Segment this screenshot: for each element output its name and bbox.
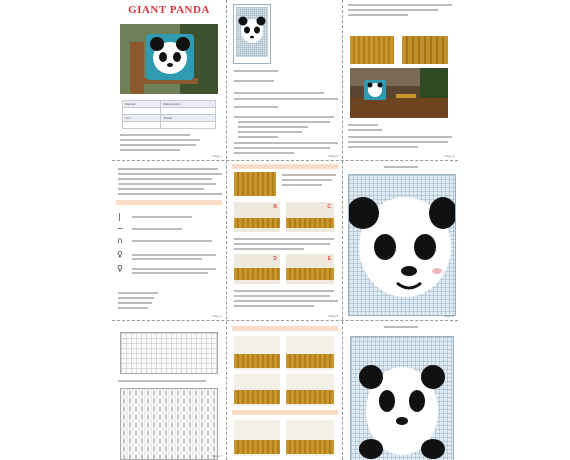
page-2	[228, 0, 342, 160]
page-6	[344, 162, 458, 320]
page-number: Page 5	[328, 314, 338, 318]
knit-swatch-photo-2	[402, 36, 448, 64]
page-8	[228, 322, 342, 460]
section-bar	[232, 410, 338, 415]
step-label-c: C	[327, 204, 331, 210]
step-photo-h	[234, 374, 280, 406]
section-bar	[232, 326, 338, 331]
page-number: Page 3	[444, 154, 454, 158]
step-photo-f	[234, 336, 280, 370]
panda-chart-2	[350, 336, 454, 460]
pattern-sheet	[112, 0, 458, 460]
step-label-d: D	[273, 256, 277, 262]
room-scene-icon	[350, 68, 448, 118]
step-photo-i	[286, 374, 334, 406]
page-7	[112, 322, 226, 460]
increase-icon: ∩	[117, 236, 123, 245]
materials-header: Materials	[123, 101, 161, 108]
pattern-title: GIANT PANDA	[128, 4, 210, 16]
panda-body-chart-icon	[351, 337, 453, 460]
section-bar	[232, 164, 338, 169]
step-photo-a	[234, 172, 276, 196]
knit-swatch-photo-1	[350, 36, 394, 64]
step-label-b: B	[273, 204, 277, 210]
tension-header: Tension	[161, 115, 216, 122]
mini-panda-chart	[233, 4, 271, 64]
page-number: Page 7	[212, 454, 222, 458]
panda-cushion-icon	[120, 24, 218, 94]
page-3	[344, 0, 458, 160]
materials-table	[122, 100, 216, 129]
page-5	[228, 162, 342, 320]
panda-chart	[348, 174, 456, 316]
stitch-chart-2	[120, 388, 218, 460]
page-number: Page 1	[212, 154, 222, 158]
page-1	[112, 0, 226, 160]
section-bar	[116, 200, 222, 205]
page-number: Page 6	[444, 314, 454, 318]
page-number: Page 2	[328, 154, 338, 158]
page-9	[344, 322, 458, 460]
purl-stitch-icon: ~	[117, 224, 124, 233]
step-photo-b	[234, 202, 280, 232]
page-4	[112, 162, 226, 320]
step-photo-c	[286, 202, 334, 232]
step-photo-e	[286, 254, 334, 284]
step-photo-j	[234, 420, 280, 456]
twist-icon: ♀	[117, 264, 123, 273]
stitch-chart-1	[120, 332, 218, 374]
knit-stitch-icon: |	[118, 212, 121, 221]
bobble-icon: ♀	[117, 250, 123, 259]
stitch-symbols-icon	[121, 389, 217, 459]
page-number: Page 4	[212, 314, 222, 318]
panda-face-chart-icon	[349, 175, 455, 315]
step-label-e: E	[327, 256, 331, 262]
step-photo-d	[234, 254, 280, 284]
panda-cushion-photo	[120, 24, 218, 94]
step-photo-g	[286, 336, 334, 370]
yarn-header: Yarn	[123, 115, 161, 122]
measurements-header: Measurements	[161, 101, 216, 108]
living-room-photo	[350, 68, 448, 118]
step-photo-k	[286, 420, 334, 456]
panda-chart-icon	[234, 5, 270, 63]
